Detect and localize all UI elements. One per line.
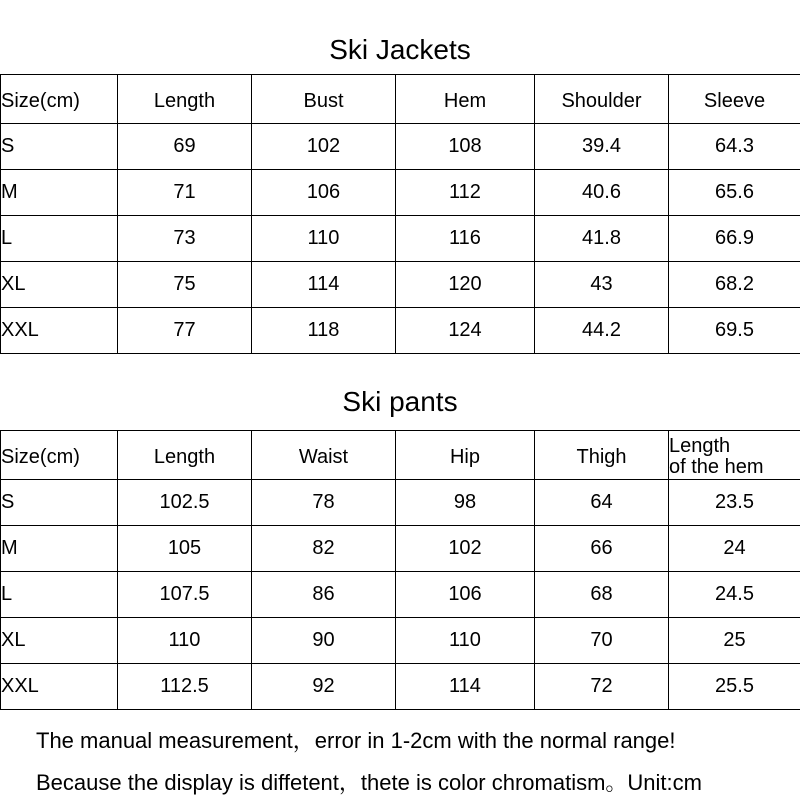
sleeve-value: 64.3 — [669, 124, 800, 170]
length-value: 102.5 — [118, 480, 252, 526]
sleeve-value: 65.6 — [669, 170, 800, 216]
hem-value: 108 — [396, 124, 535, 170]
table-row — [1, 124, 800, 170]
table-row — [1, 664, 800, 710]
bust-value: 110 — [252, 216, 396, 262]
hip-value: 110 — [396, 618, 535, 664]
shoulder-value: 43 — [535, 262, 669, 308]
hem-length-value: 25 — [669, 618, 800, 664]
hip-value: 102 — [396, 526, 535, 572]
waist-value: 90 — [252, 618, 396, 664]
table-header-row — [1, 431, 800, 480]
length-value: 105 — [118, 526, 252, 572]
measurement-note: The manual measurement，error in 1-2cm with the normal range! — [36, 728, 676, 753]
header-hem-length: Length of the hem — [669, 431, 800, 480]
header-size: Size(cm) — [1, 431, 118, 480]
size-label: S — [1, 480, 118, 526]
bust-value: 106 — [252, 170, 396, 216]
table-header-row — [1, 75, 800, 124]
hem-value: 124 — [396, 308, 535, 354]
table-row — [1, 308, 800, 354]
ski-pants-title: Ski pants — [342, 386, 458, 417]
length-value: 112.5 — [118, 664, 252, 710]
waist-value: 86 — [252, 572, 396, 618]
length-value: 69 — [118, 124, 252, 170]
shoulder-value: 39.4 — [535, 124, 669, 170]
thigh-value: 70 — [535, 618, 669, 664]
sleeve-value: 68.2 — [669, 262, 800, 308]
size-label: L — [1, 572, 118, 618]
waist-value: 82 — [252, 526, 396, 572]
hip-value: 114 — [396, 664, 535, 710]
hem-length-value: 24.5 — [669, 572, 800, 618]
table-row — [1, 262, 800, 308]
hem-length-value: 23.5 — [669, 480, 800, 526]
shoulder-value: 44.2 — [535, 308, 669, 354]
length-value: 107.5 — [118, 572, 252, 618]
length-value: 73 — [118, 216, 252, 262]
size-label: XL — [1, 262, 118, 308]
header-size: Size(cm) — [1, 75, 118, 124]
shoulder-value: 40.6 — [535, 170, 669, 216]
table-row — [1, 526, 800, 572]
thigh-value: 64 — [535, 480, 669, 526]
header-sleeve: Sleeve — [669, 75, 800, 124]
waist-value: 78 — [252, 480, 396, 526]
hem-length-value: 24 — [669, 526, 800, 572]
size-label: S — [1, 124, 118, 170]
sleeve-value: 66.9 — [669, 216, 800, 262]
thigh-value: 66 — [535, 526, 669, 572]
size-label: L — [1, 216, 118, 262]
header-length: Length — [118, 431, 252, 480]
ski-pants-size-table — [0, 430, 800, 710]
color-unit-note: Because the display is diffetent，thete is color chromatism。Unit:cm — [36, 770, 702, 795]
hip-value: 98 — [396, 480, 535, 526]
bust-value: 102 — [252, 124, 396, 170]
table-row — [1, 572, 800, 618]
header-thigh: Thigh — [535, 431, 669, 480]
table-row — [1, 170, 800, 216]
size-label: XXL — [1, 664, 118, 710]
header-hem: Hem — [396, 75, 535, 124]
size-label: M — [1, 526, 118, 572]
length-value: 110 — [118, 618, 252, 664]
shoulder-value: 41.8 — [535, 216, 669, 262]
hem-value: 116 — [396, 216, 535, 262]
header-hip: Hip — [396, 431, 535, 480]
length-value: 75 — [118, 262, 252, 308]
ski-jackets-size-table — [0, 74, 800, 354]
waist-value: 92 — [252, 664, 396, 710]
sleeve-value: 69.5 — [669, 308, 800, 354]
size-label: M — [1, 170, 118, 216]
table-row — [1, 618, 800, 664]
bust-value: 114 — [252, 262, 396, 308]
header-shoulder: Shoulder — [535, 75, 669, 124]
header-waist: Waist — [252, 431, 396, 480]
bust-value: 118 — [252, 308, 396, 354]
header-length: Length — [118, 75, 252, 124]
table-row — [1, 480, 800, 526]
header-bust: Bust — [252, 75, 396, 124]
thigh-value: 68 — [535, 572, 669, 618]
hip-value: 106 — [396, 572, 535, 618]
size-label: XL — [1, 618, 118, 664]
size-label: XXL — [1, 308, 118, 354]
hem-value: 112 — [396, 170, 535, 216]
hem-length-value: 25.5 — [669, 664, 800, 710]
hem-value: 120 — [396, 262, 535, 308]
ski-jackets-title: Ski Jackets — [329, 34, 471, 65]
length-value: 71 — [118, 170, 252, 216]
table-row — [1, 216, 800, 262]
thigh-value: 72 — [535, 664, 669, 710]
length-value: 77 — [118, 308, 252, 354]
